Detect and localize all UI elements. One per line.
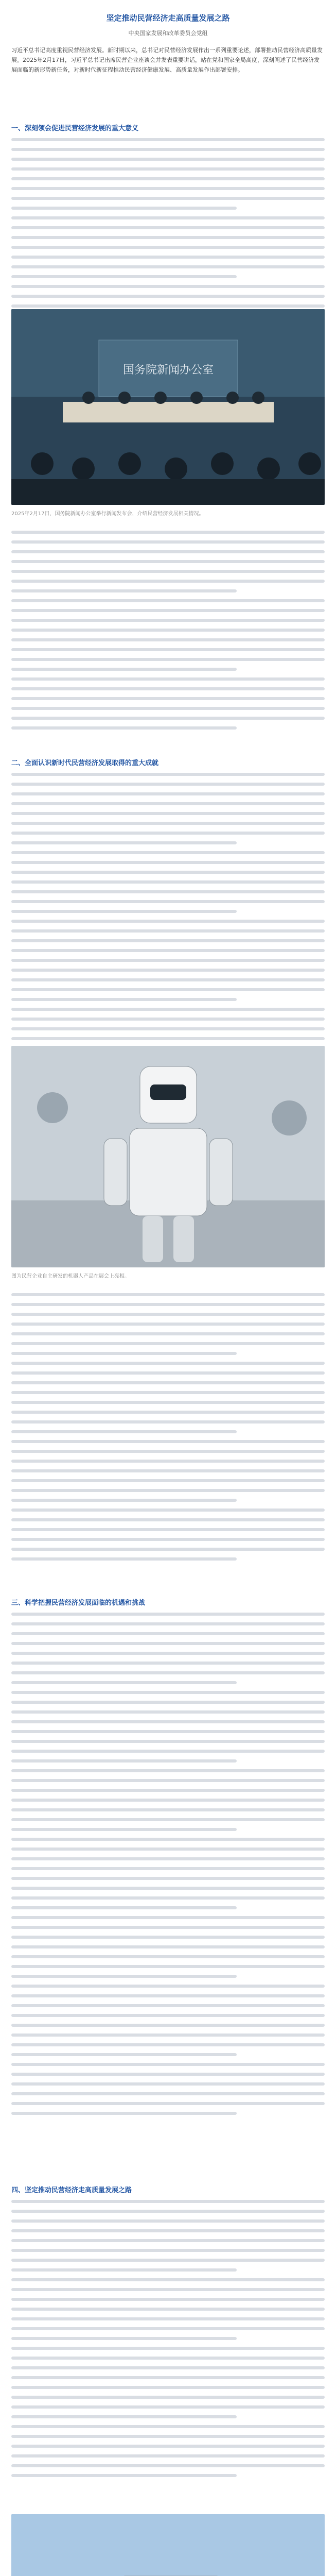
section-heading-3: 三、科学把握民营经济发展面临的机遇和挑战	[11, 1599, 146, 1607]
robot-illustration	[11, 1046, 325, 1267]
article-lead: 习近平总书记高度重视民营经济发展。新时期以来，总书记对民营经济发展作出一系列重要论述，部署推动民营经济高质量发展。2025年2月17日，习近平总书记出席民营企业座谈会并发表重要讲话，站在党和国家全局高度，深刻阐述了民营经济发展面临的新形势新任务，对新时代新征程推动民营经济健康发展、高质量发展作出部署安排。	[11, 47, 323, 73]
section-2-body	[11, 773, 325, 1076]
section-3-body	[11, 1613, 325, 2122]
article-title: 坚定推动民营经济走高质量发展之路	[106, 13, 230, 23]
section-4-body	[11, 2200, 325, 2484]
section-heading-2: 二、全面认识新时代民营经济发展取得的重大成就	[11, 759, 159, 767]
press-backdrop-text: 国务院新闻办公室	[122, 364, 214, 377]
article-author: 中央国家发展和改革委员会党组	[128, 30, 208, 37]
section-1-body-cont	[11, 531, 325, 736]
press-photo-caption: 2025年2月17日，国务院新闻办公室举行新闻发布会，介绍民营经济发展相关情况。	[11, 511, 204, 517]
press-conference-photo	[11, 309, 325, 505]
section-2-body-cont	[11, 1293, 325, 1567]
section-heading-4: 四、坚定推动民营经济走高质量发展之路	[11, 2187, 132, 2194]
press-conference-illustration	[11, 309, 325, 505]
industrial-park-photo	[11, 2514, 325, 2576]
section-heading-1: 一、深刻领会促进民营经济发展的重大意义	[11, 125, 139, 132]
robot-photo-caption: 图为民营企业自主研发的机器人产品在展会上亮相。	[11, 1274, 130, 1279]
industrial-park-illustration	[11, 2514, 325, 2576]
robot-photo	[11, 1046, 325, 1267]
